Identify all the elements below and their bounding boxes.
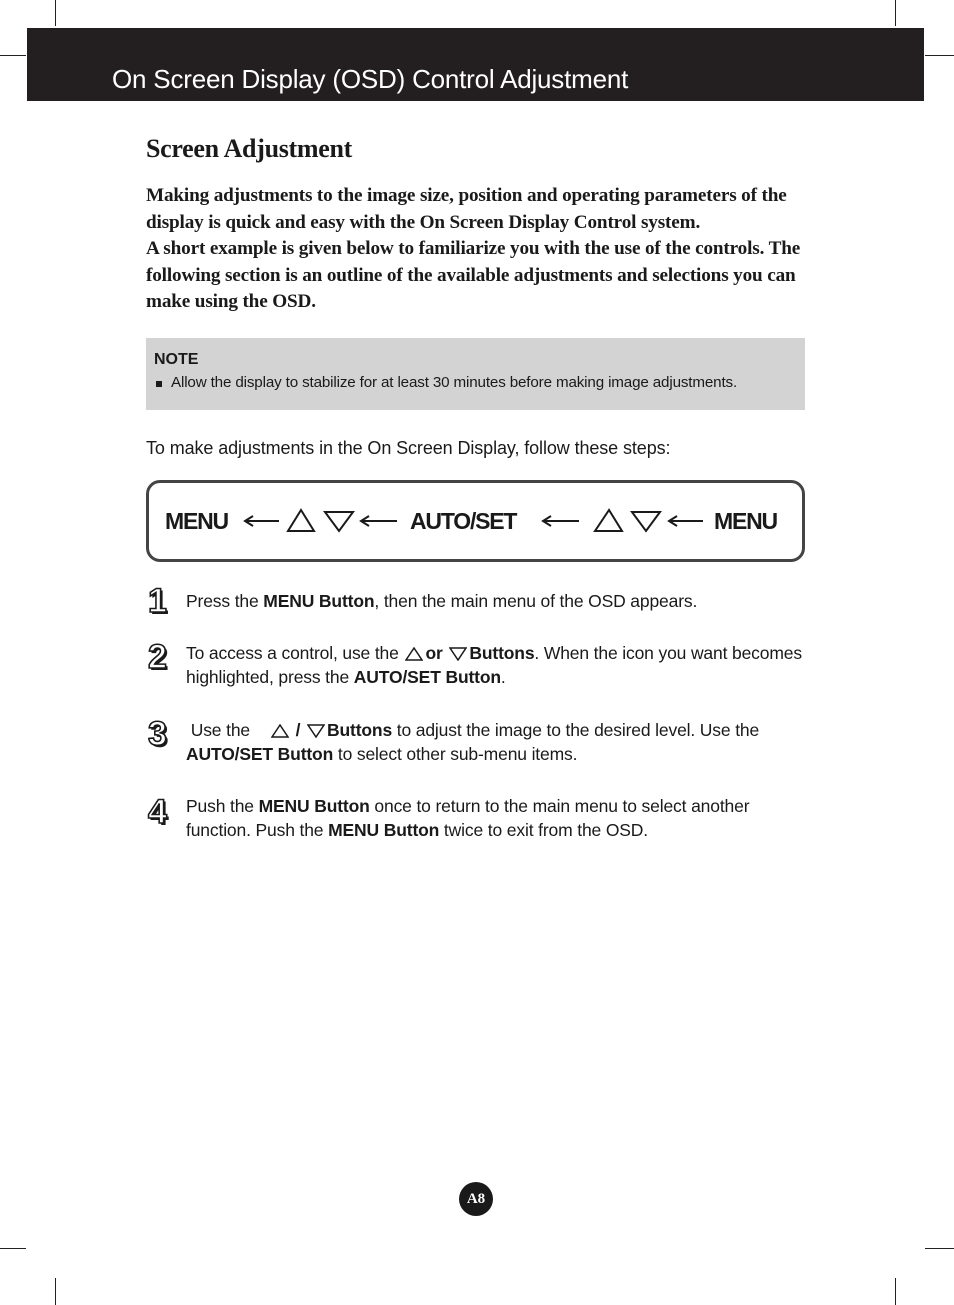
crop-mark xyxy=(895,0,896,26)
step-2-bold-b: AUTO/SET Button xyxy=(353,667,501,687)
intro-paragraph-2: A short example is given below to familiarize you with the use of the controls. The following section is an outline of the available adjustments and selections you can make using the OSD. xyxy=(146,238,801,312)
crop-mark xyxy=(0,55,26,56)
crop-mark xyxy=(55,1278,56,1305)
note-title: NOTE xyxy=(154,351,199,368)
step-3-bold-a: Buttons xyxy=(327,720,393,740)
step-2-text-b: . When the icon you want becomes highlighted, press the xyxy=(186,643,802,687)
step-number-4: 4 xyxy=(148,793,167,831)
crop-mark xyxy=(925,1248,954,1249)
step-3-bold-b: AUTO/SET Button xyxy=(186,744,334,764)
crop-mark xyxy=(925,55,954,56)
up-triangle-icon xyxy=(271,724,289,738)
step-3-text xyxy=(186,718,806,766)
step-3-text-c: to select other sub-menu items. xyxy=(333,744,578,764)
up-triangle-icon xyxy=(595,510,622,531)
step-4-bold-a: MENU Button xyxy=(258,796,370,816)
step-4-text xyxy=(186,794,806,842)
intro-paragraph-1: Making adjustments to the image size, position and operating parameters of the display is quick and easy with the On Screen Display Control system. xyxy=(146,185,787,233)
step-number-1: 1 xyxy=(148,582,167,620)
step-1-text xyxy=(186,589,806,613)
crop-mark xyxy=(0,1248,26,1249)
flow-auto-set: AUTO/SET xyxy=(410,508,517,534)
step-number-2: 2 xyxy=(148,638,167,676)
step-1-text-b: , then the main menu of the OSD appears. xyxy=(374,591,698,611)
page-header-title: On Screen Display (OSD) Control Adjustment xyxy=(112,64,629,94)
step-4-bold-b: MENU Button xyxy=(328,820,440,840)
page-number-badge: A8 xyxy=(459,1182,493,1216)
flow-menu-right: MENU xyxy=(714,508,777,534)
crop-mark xyxy=(55,0,56,26)
step-1-text-a: Press the xyxy=(186,591,264,611)
bullet-icon xyxy=(156,381,162,387)
down-triangle-icon xyxy=(325,512,353,531)
step-1-bold-a: MENU Button xyxy=(263,591,375,611)
osd-button-flow xyxy=(146,480,805,562)
down-triangle-icon xyxy=(307,724,325,738)
intro-text xyxy=(146,183,806,316)
step-3-text-a: Use the xyxy=(190,720,250,740)
header-band xyxy=(27,28,924,101)
step-2-text-c: . xyxy=(500,667,506,687)
section-title: Screen Adjustment xyxy=(146,134,353,163)
up-triangle-icon xyxy=(288,510,314,531)
step-2-text xyxy=(186,641,806,689)
steps-lead-text: To make adjustments in the On Screen Display, follow these steps: xyxy=(146,438,671,458)
step-4-text-a: Push the xyxy=(186,796,259,816)
flow-menu-left: MENU xyxy=(165,508,228,534)
step-4-text-b: once to return to the main menu to select another function. Push the xyxy=(186,796,750,840)
down-triangle-icon xyxy=(632,512,660,531)
step-2-bold-a: Buttons xyxy=(469,643,535,663)
step-number-3: 3 xyxy=(148,715,167,753)
step-3-text-b: to adjust the image to the desired level. Use the xyxy=(392,720,760,740)
note-text: Allow the display to stabilize for at least 30 minutes before making image adjustments. xyxy=(171,374,738,391)
down-triangle-icon xyxy=(449,647,467,661)
step-3-slash: / xyxy=(295,720,301,740)
note-box xyxy=(146,338,805,410)
step-2-text-a: To access a control, use the xyxy=(186,643,404,663)
step-2-or: or xyxy=(425,643,443,663)
up-triangle-icon xyxy=(405,647,423,661)
step-4-text-c: twice to exit from the OSD. xyxy=(439,820,649,840)
crop-mark xyxy=(895,1278,896,1305)
